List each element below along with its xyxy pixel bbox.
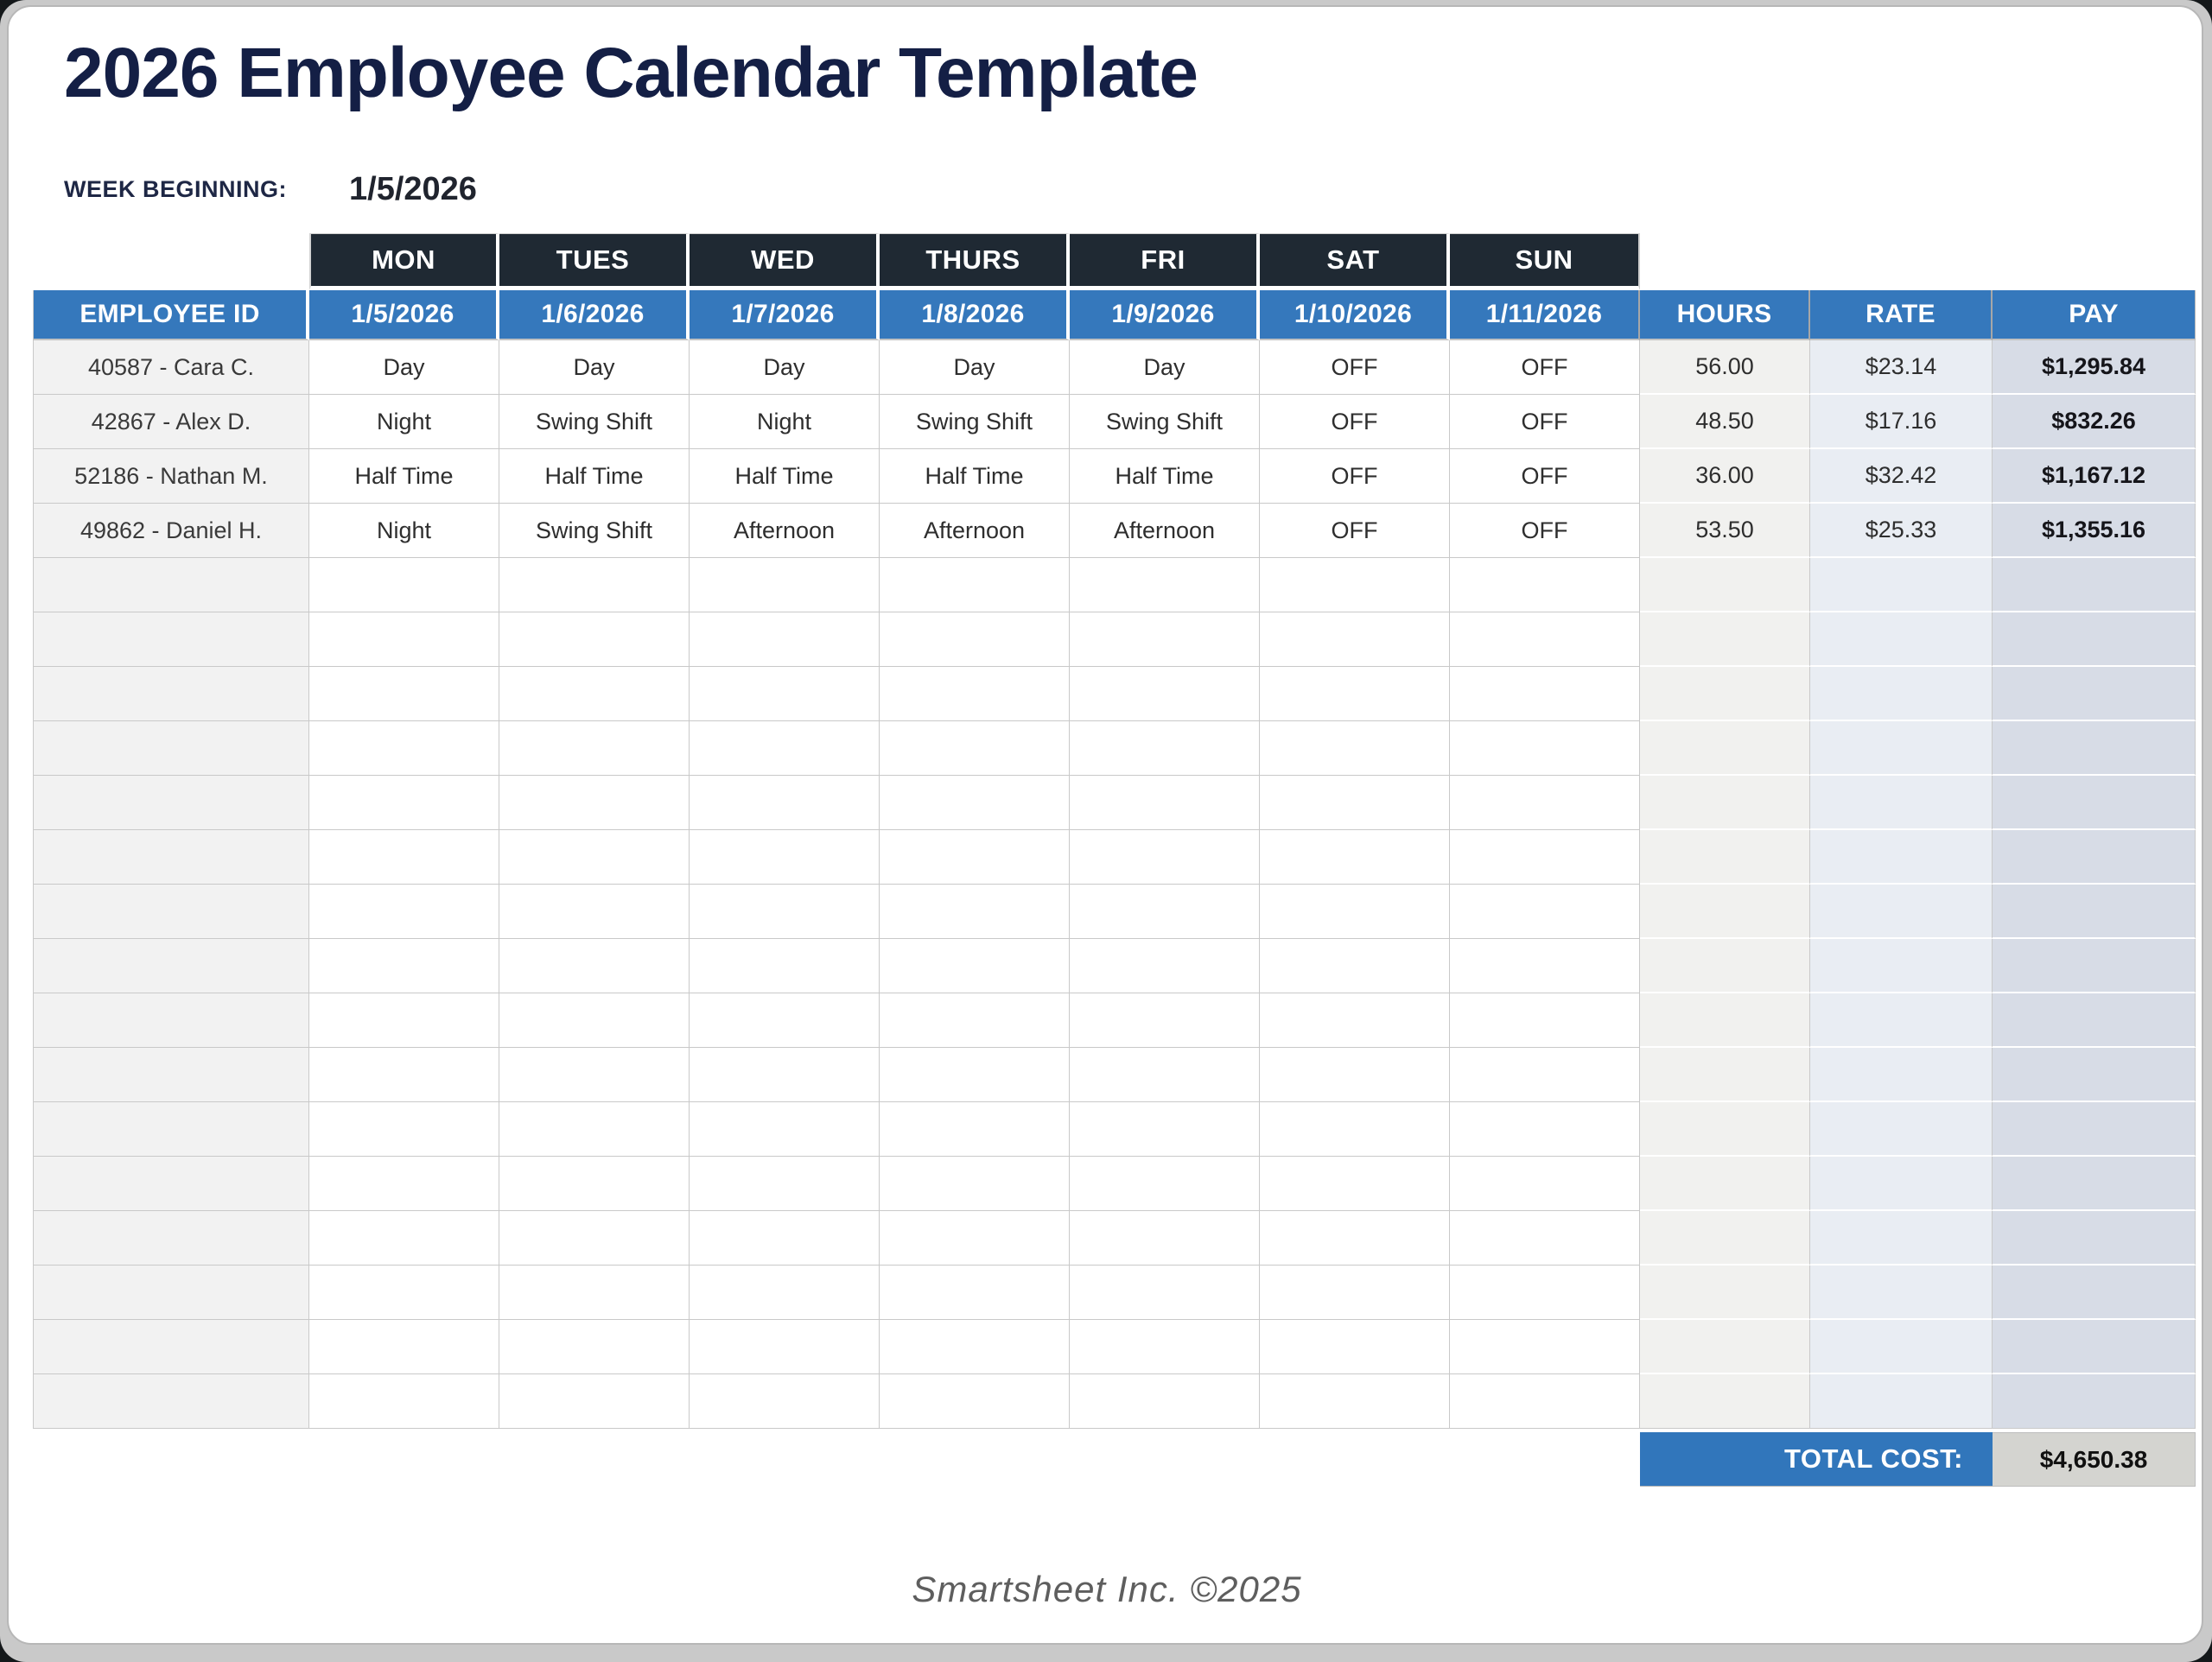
hours-cell[interactable]	[1640, 885, 1810, 939]
shift-cell[interactable]	[1450, 1266, 1640, 1320]
shift-cell[interactable]	[1450, 1157, 1640, 1211]
shift-cell[interactable]: Night	[309, 395, 499, 449]
empty-row	[33, 558, 2196, 612]
hours-cell[interactable]	[1640, 939, 1810, 993]
shift-cell[interactable]	[309, 1211, 499, 1266]
shift-cell[interactable]: Swing Shift	[880, 395, 1070, 449]
shift-cell[interactable]	[1260, 1102, 1450, 1157]
employee-id-cell[interactable]	[33, 667, 309, 721]
shift-cell[interactable]	[690, 1320, 880, 1374]
shift-cell[interactable]	[1070, 1048, 1260, 1102]
shift-cell[interactable]	[690, 1048, 880, 1102]
rate-cell[interactable]	[1810, 1157, 1993, 1211]
shift-cell[interactable]	[309, 993, 499, 1048]
shift-cell[interactable]	[1450, 1211, 1640, 1266]
shift-cell[interactable]: OFF	[1450, 449, 1640, 504]
shift-cell[interactable]	[1260, 1048, 1450, 1102]
shift-cell[interactable]	[880, 558, 1070, 612]
shift-cell[interactable]	[690, 721, 880, 776]
shift-cell[interactable]	[499, 830, 690, 885]
shift-cell[interactable]	[1070, 1266, 1260, 1320]
employee-schedule-table	[33, 233, 2196, 1487]
empty-row	[33, 612, 2196, 667]
employee-id-cell[interactable]	[33, 776, 309, 830]
shift-cell[interactable]	[1070, 721, 1260, 776]
empty-row	[33, 1266, 2196, 1320]
empty-row	[33, 1320, 2196, 1374]
shift-cell[interactable]	[880, 1266, 1070, 1320]
shift-cell[interactable]	[1260, 558, 1450, 612]
day-header-sat[interactable]: SAT	[1260, 233, 1450, 290]
shift-cell[interactable]	[499, 612, 690, 667]
employee-id-cell[interactable]	[33, 885, 309, 939]
empty-row	[33, 721, 2196, 776]
day-header-fri[interactable]: FRI	[1070, 233, 1260, 290]
shift-cell[interactable]	[690, 1102, 880, 1157]
schedule-body	[33, 340, 2196, 1429]
empty-row	[33, 1048, 2196, 1102]
column-header-date-1-8-2026[interactable]: 1/8/2026	[880, 290, 1070, 340]
employee-id-cell[interactable]: 49862 - Daniel H.	[33, 504, 309, 558]
total-section	[33, 1429, 2196, 1487]
shift-cell[interactable]	[499, 667, 690, 721]
shift-cell[interactable]	[499, 721, 690, 776]
hours-cell[interactable]	[1640, 1157, 1810, 1211]
hours-cell[interactable]: 53.50	[1640, 504, 1810, 558]
shift-cell[interactable]	[309, 830, 499, 885]
shift-cell[interactable]: Day	[1070, 340, 1260, 395]
shift-cell[interactable]	[880, 1211, 1070, 1266]
hours-cell[interactable]: 56.00	[1640, 340, 1810, 395]
shift-cell[interactable]	[1260, 1211, 1450, 1266]
shift-cell[interactable]	[1450, 776, 1640, 830]
hours-cell[interactable]	[1640, 1211, 1810, 1266]
shift-cell[interactable]	[690, 830, 880, 885]
pay-cell[interactable]	[1993, 1048, 2196, 1102]
shift-cell[interactable]	[499, 1374, 690, 1429]
empty-row	[33, 776, 2196, 830]
hours-cell[interactable]: 48.50	[1640, 395, 1810, 449]
day-header-wed[interactable]: WED	[690, 233, 880, 290]
shift-cell[interactable]	[309, 1266, 499, 1320]
shift-cell[interactable]	[309, 1048, 499, 1102]
employee-row	[33, 504, 2196, 558]
shift-cell[interactable]	[1070, 612, 1260, 667]
shift-cell[interactable]: Half Time	[499, 449, 690, 504]
shift-cell[interactable]	[1450, 1102, 1640, 1157]
pay-cell[interactable]	[1993, 667, 2196, 721]
shift-cell[interactable]	[309, 885, 499, 939]
shift-cell[interactable]	[1260, 939, 1450, 993]
shift-cell[interactable]	[1070, 1374, 1260, 1429]
pay-cell[interactable]	[1993, 721, 2196, 776]
pay-cell[interactable]: $1,167.12	[1993, 449, 2196, 504]
rate-cell[interactable]	[1810, 1266, 1993, 1320]
shift-cell[interactable]	[690, 667, 880, 721]
shift-cell[interactable]: Swing Shift	[1070, 395, 1260, 449]
employee-id-cell[interactable]	[33, 1320, 309, 1374]
hours-cell[interactable]	[1640, 776, 1810, 830]
shift-cell[interactable]	[1260, 993, 1450, 1048]
hours-cell[interactable]	[1640, 612, 1810, 667]
shift-cell[interactable]	[499, 558, 690, 612]
pay-cell[interactable]	[1993, 1266, 2196, 1320]
shift-cell[interactable]	[690, 1157, 880, 1211]
employee-row	[33, 395, 2196, 449]
shift-cell[interactable]	[309, 721, 499, 776]
pay-cell[interactable]	[1993, 612, 2196, 667]
shift-cell[interactable]	[1260, 1157, 1450, 1211]
shift-cell[interactable]: Half Time	[1070, 449, 1260, 504]
employee-id-cell[interactable]	[33, 993, 309, 1048]
shift-cell[interactable]	[499, 1266, 690, 1320]
shift-cell[interactable]	[499, 776, 690, 830]
header-right-blank	[1640, 233, 2196, 290]
hours-cell[interactable]	[1640, 1266, 1810, 1320]
hours-cell[interactable]: 36.00	[1640, 449, 1810, 504]
column-header-date-1-5-2026[interactable]: 1/5/2026	[309, 290, 499, 340]
column-header-employee-id[interactable]: EMPLOYEE ID	[33, 290, 309, 340]
shift-cell[interactable]: Day	[499, 340, 690, 395]
empty-row	[33, 1157, 2196, 1211]
shift-cell[interactable]	[309, 558, 499, 612]
shift-cell[interactable]	[1450, 558, 1640, 612]
shift-cell[interactable]	[690, 1266, 880, 1320]
day-header-row	[33, 233, 2196, 290]
rate-cell[interactable]	[1810, 667, 1993, 721]
shift-cell[interactable]	[690, 993, 880, 1048]
rate-cell[interactable]	[1810, 830, 1993, 885]
shift-cell[interactable]	[499, 1048, 690, 1102]
column-header-hours[interactable]: HOURS	[1640, 290, 1810, 340]
shift-cell[interactable]: Day	[880, 340, 1070, 395]
shift-cell[interactable]	[690, 612, 880, 667]
empty-row	[33, 1211, 2196, 1266]
shift-cell[interactable]: Night	[690, 395, 880, 449]
shift-cell[interactable]	[1070, 776, 1260, 830]
pay-cell[interactable]	[1993, 939, 2196, 993]
rate-cell[interactable]: $32.42	[1810, 449, 1993, 504]
column-header-date-1-10-2026[interactable]: 1/10/2026	[1260, 290, 1450, 340]
shift-cell[interactable]: Day	[309, 340, 499, 395]
empty-row	[33, 667, 2196, 721]
rate-cell[interactable]: $23.14	[1810, 340, 1993, 395]
shift-cell[interactable]: Day	[690, 340, 880, 395]
shift-cell[interactable]	[880, 1157, 1070, 1211]
shift-cell[interactable]: Night	[309, 504, 499, 558]
shift-cell[interactable]	[309, 1102, 499, 1157]
shift-cell[interactable]	[690, 1211, 880, 1266]
employee-id-cell[interactable]	[33, 1211, 309, 1266]
pay-cell[interactable]	[1993, 1157, 2196, 1211]
shift-cell[interactable]	[1260, 1266, 1450, 1320]
shift-cell[interactable]	[1070, 558, 1260, 612]
shift-cell[interactable]	[499, 1211, 690, 1266]
total-cost-value[interactable]: $4,650.38	[1993, 1432, 2196, 1487]
column-header-row	[33, 290, 2196, 340]
total-cost-row	[33, 1432, 2196, 1487]
shift-cell[interactable]	[499, 885, 690, 939]
shift-cell[interactable]	[1070, 1102, 1260, 1157]
shift-cell[interactable]	[309, 776, 499, 830]
shift-cell[interactable]	[1450, 993, 1640, 1048]
hours-cell[interactable]	[1640, 1102, 1810, 1157]
empty-row	[33, 1102, 2196, 1157]
page-card	[7, 5, 2203, 1645]
employee-id-cell[interactable]	[33, 939, 309, 993]
shift-cell[interactable]	[880, 939, 1070, 993]
corner-blank	[33, 233, 309, 290]
total-cost-label: TOTAL COST:	[1640, 1432, 1993, 1487]
shift-cell[interactable]	[1070, 1211, 1260, 1266]
shift-cell[interactable]: Afternoon	[690, 504, 880, 558]
shift-cell[interactable]	[1260, 776, 1450, 830]
shift-cell[interactable]	[690, 939, 880, 993]
shift-cell[interactable]: OFF	[1260, 449, 1450, 504]
hours-cell[interactable]	[1640, 830, 1810, 885]
rate-cell[interactable]	[1810, 1048, 1993, 1102]
employee-row	[33, 340, 2196, 395]
pay-cell[interactable]	[1993, 776, 2196, 830]
hours-cell[interactable]	[1640, 1374, 1810, 1429]
shift-cell[interactable]: OFF	[1260, 504, 1450, 558]
shift-cell[interactable]	[880, 1320, 1070, 1374]
empty-row	[33, 939, 2196, 993]
rate-cell[interactable]	[1810, 1102, 1993, 1157]
shift-cell[interactable]	[1070, 885, 1260, 939]
shift-cell[interactable]	[1450, 1320, 1640, 1374]
empty-row	[33, 993, 2196, 1048]
rate-cell[interactable]	[1810, 558, 1993, 612]
employee-id-cell[interactable]	[33, 1157, 309, 1211]
week-beginning-row	[64, 168, 477, 211]
rate-cell[interactable]	[1810, 993, 1993, 1048]
hours-cell[interactable]	[1640, 667, 1810, 721]
employee-id-cell[interactable]: 40587 - Cara C.	[33, 340, 309, 395]
hours-cell[interactable]	[1640, 993, 1810, 1048]
shift-cell[interactable]	[690, 776, 880, 830]
rate-cell[interactable]	[1810, 776, 1993, 830]
shift-cell[interactable]	[1260, 667, 1450, 721]
schedule-table-container	[33, 233, 2196, 1487]
shift-cell[interactable]	[1070, 939, 1260, 993]
shift-cell[interactable]	[1070, 993, 1260, 1048]
shift-cell[interactable]: OFF	[1450, 395, 1640, 449]
column-header-rate[interactable]: RATE	[1810, 290, 1993, 340]
day-header-mon[interactable]: MON	[309, 233, 499, 290]
shift-cell[interactable]	[1450, 612, 1640, 667]
rate-cell[interactable]	[1810, 721, 1993, 776]
hours-cell[interactable]	[1640, 721, 1810, 776]
rate-cell[interactable]	[1810, 612, 1993, 667]
employee-id-cell[interactable]	[33, 1374, 309, 1429]
employee-id-cell[interactable]	[33, 1266, 309, 1320]
hours-cell[interactable]	[1640, 1320, 1810, 1374]
shift-cell[interactable]	[690, 1374, 880, 1429]
shift-cell[interactable]	[1070, 1320, 1260, 1374]
rate-cell[interactable]: $25.33	[1810, 504, 1993, 558]
shift-cell[interactable]	[880, 993, 1070, 1048]
hours-cell[interactable]	[1640, 558, 1810, 612]
shift-cell[interactable]	[499, 939, 690, 993]
shift-cell[interactable]	[499, 1102, 690, 1157]
employee-row	[33, 449, 2196, 504]
shift-cell[interactable]	[1070, 1157, 1260, 1211]
rate-cell[interactable]	[1810, 1374, 1993, 1429]
shift-cell[interactable]: Swing Shift	[499, 504, 690, 558]
employee-id-cell[interactable]: 52186 - Nathan M.	[33, 449, 309, 504]
hours-cell[interactable]	[1640, 1048, 1810, 1102]
shift-cell[interactable]	[880, 1048, 1070, 1102]
week-beginning-label: WEEK BEGINNING:	[64, 176, 288, 202]
column-header-pay[interactable]: PAY	[1993, 290, 2196, 340]
shift-cell[interactable]	[1260, 830, 1450, 885]
shift-cell[interactable]	[1450, 830, 1640, 885]
day-header-sun[interactable]: SUN	[1450, 233, 1640, 290]
pay-cell[interactable]	[1993, 1320, 2196, 1374]
shift-cell[interactable]	[880, 776, 1070, 830]
shift-cell[interactable]: Half Time	[880, 449, 1070, 504]
shift-cell[interactable]	[499, 1157, 690, 1211]
shift-cell[interactable]	[880, 612, 1070, 667]
pay-cell[interactable]	[1993, 993, 2196, 1048]
shift-cell[interactable]	[309, 667, 499, 721]
employee-id-cell[interactable]	[33, 830, 309, 885]
shift-cell[interactable]	[1450, 1374, 1640, 1429]
shift-cell[interactable]: OFF	[1260, 395, 1450, 449]
employee-id-cell[interactable]	[33, 721, 309, 776]
shift-cell[interactable]	[309, 939, 499, 993]
shift-cell[interactable]	[1260, 1374, 1450, 1429]
shift-cell[interactable]	[880, 721, 1070, 776]
empty-row	[33, 830, 2196, 885]
shift-cell[interactable]: OFF	[1260, 340, 1450, 395]
shift-cell[interactable]	[1450, 1048, 1640, 1102]
shift-cell[interactable]	[1260, 1320, 1450, 1374]
day-header-thurs[interactable]: THURS	[880, 233, 1070, 290]
shift-cell[interactable]	[880, 830, 1070, 885]
shift-cell[interactable]	[1260, 612, 1450, 667]
shift-cell[interactable]: Half Time	[690, 449, 880, 504]
rate-cell[interactable]	[1810, 939, 1993, 993]
employee-id-cell[interactable]	[33, 558, 309, 612]
page-title: 2026 Employee Calendar Template	[64, 34, 1198, 112]
pay-cell[interactable]	[1993, 830, 2196, 885]
shift-cell[interactable]	[1070, 830, 1260, 885]
week-beginning-value[interactable]: 1/5/2026	[349, 171, 477, 207]
shift-cell[interactable]	[1450, 667, 1640, 721]
shift-cell[interactable]	[1450, 721, 1640, 776]
shift-cell[interactable]	[880, 667, 1070, 721]
employee-id-cell[interactable]	[33, 1102, 309, 1157]
shift-cell[interactable]	[1070, 667, 1260, 721]
column-header-date-1-9-2026[interactable]: 1/9/2026	[1070, 290, 1260, 340]
shift-cell[interactable]	[1260, 721, 1450, 776]
footer-credit: Smartsheet Inc. ©2025	[912, 1569, 1302, 1609]
rate-cell[interactable]	[1810, 885, 1993, 939]
shift-cell[interactable]: OFF	[1450, 504, 1640, 558]
rate-cell[interactable]	[1810, 1211, 1993, 1266]
employee-id-cell[interactable]	[33, 1048, 309, 1102]
empty-row	[33, 885, 2196, 939]
shift-cell[interactable]	[1260, 885, 1450, 939]
day-header-tues[interactable]: TUES	[499, 233, 690, 290]
column-header-date-1-7-2026[interactable]: 1/7/2026	[690, 290, 880, 340]
shift-cell[interactable]	[1450, 939, 1640, 993]
pay-cell[interactable]: $1,355.16	[1993, 504, 2196, 558]
pay-cell[interactable]	[1993, 1211, 2196, 1266]
pay-cell[interactable]	[1993, 1102, 2196, 1157]
rate-cell[interactable]	[1810, 1320, 1993, 1374]
shift-cell[interactable]	[880, 885, 1070, 939]
column-header-date-1-11-2026[interactable]: 1/11/2026	[1450, 290, 1640, 340]
shift-cell[interactable]: Swing Shift	[499, 395, 690, 449]
shift-cell[interactable]: Afternoon	[880, 504, 1070, 558]
shift-cell[interactable]	[309, 612, 499, 667]
shift-cell[interactable]	[499, 1320, 690, 1374]
shift-cell[interactable]	[880, 1102, 1070, 1157]
shift-cell[interactable]: Afternoon	[1070, 504, 1260, 558]
shift-cell[interactable]	[880, 1374, 1070, 1429]
shift-cell[interactable]	[1450, 885, 1640, 939]
shift-cell[interactable]	[690, 885, 880, 939]
pay-cell[interactable]	[1993, 558, 2196, 612]
employee-id-cell[interactable]	[33, 612, 309, 667]
empty-row	[33, 1374, 2196, 1429]
pay-cell[interactable]: $832.26	[1993, 395, 2196, 449]
shift-cell[interactable]: Half Time	[309, 449, 499, 504]
pay-cell[interactable]: $1,295.84	[1993, 340, 2196, 395]
pay-cell[interactable]	[1993, 885, 2196, 939]
shift-cell[interactable]	[309, 1374, 499, 1429]
shift-cell[interactable]	[309, 1320, 499, 1374]
column-header-date-1-6-2026[interactable]: 1/6/2026	[499, 290, 690, 340]
pay-cell[interactable]	[1993, 1374, 2196, 1429]
rate-cell[interactable]: $17.16	[1810, 395, 1993, 449]
shift-cell[interactable]	[309, 1157, 499, 1211]
shift-cell[interactable]: OFF	[1450, 340, 1640, 395]
shift-cell[interactable]	[690, 558, 880, 612]
employee-id-cell[interactable]: 42867 - Alex D.	[33, 395, 309, 449]
shift-cell[interactable]	[499, 993, 690, 1048]
